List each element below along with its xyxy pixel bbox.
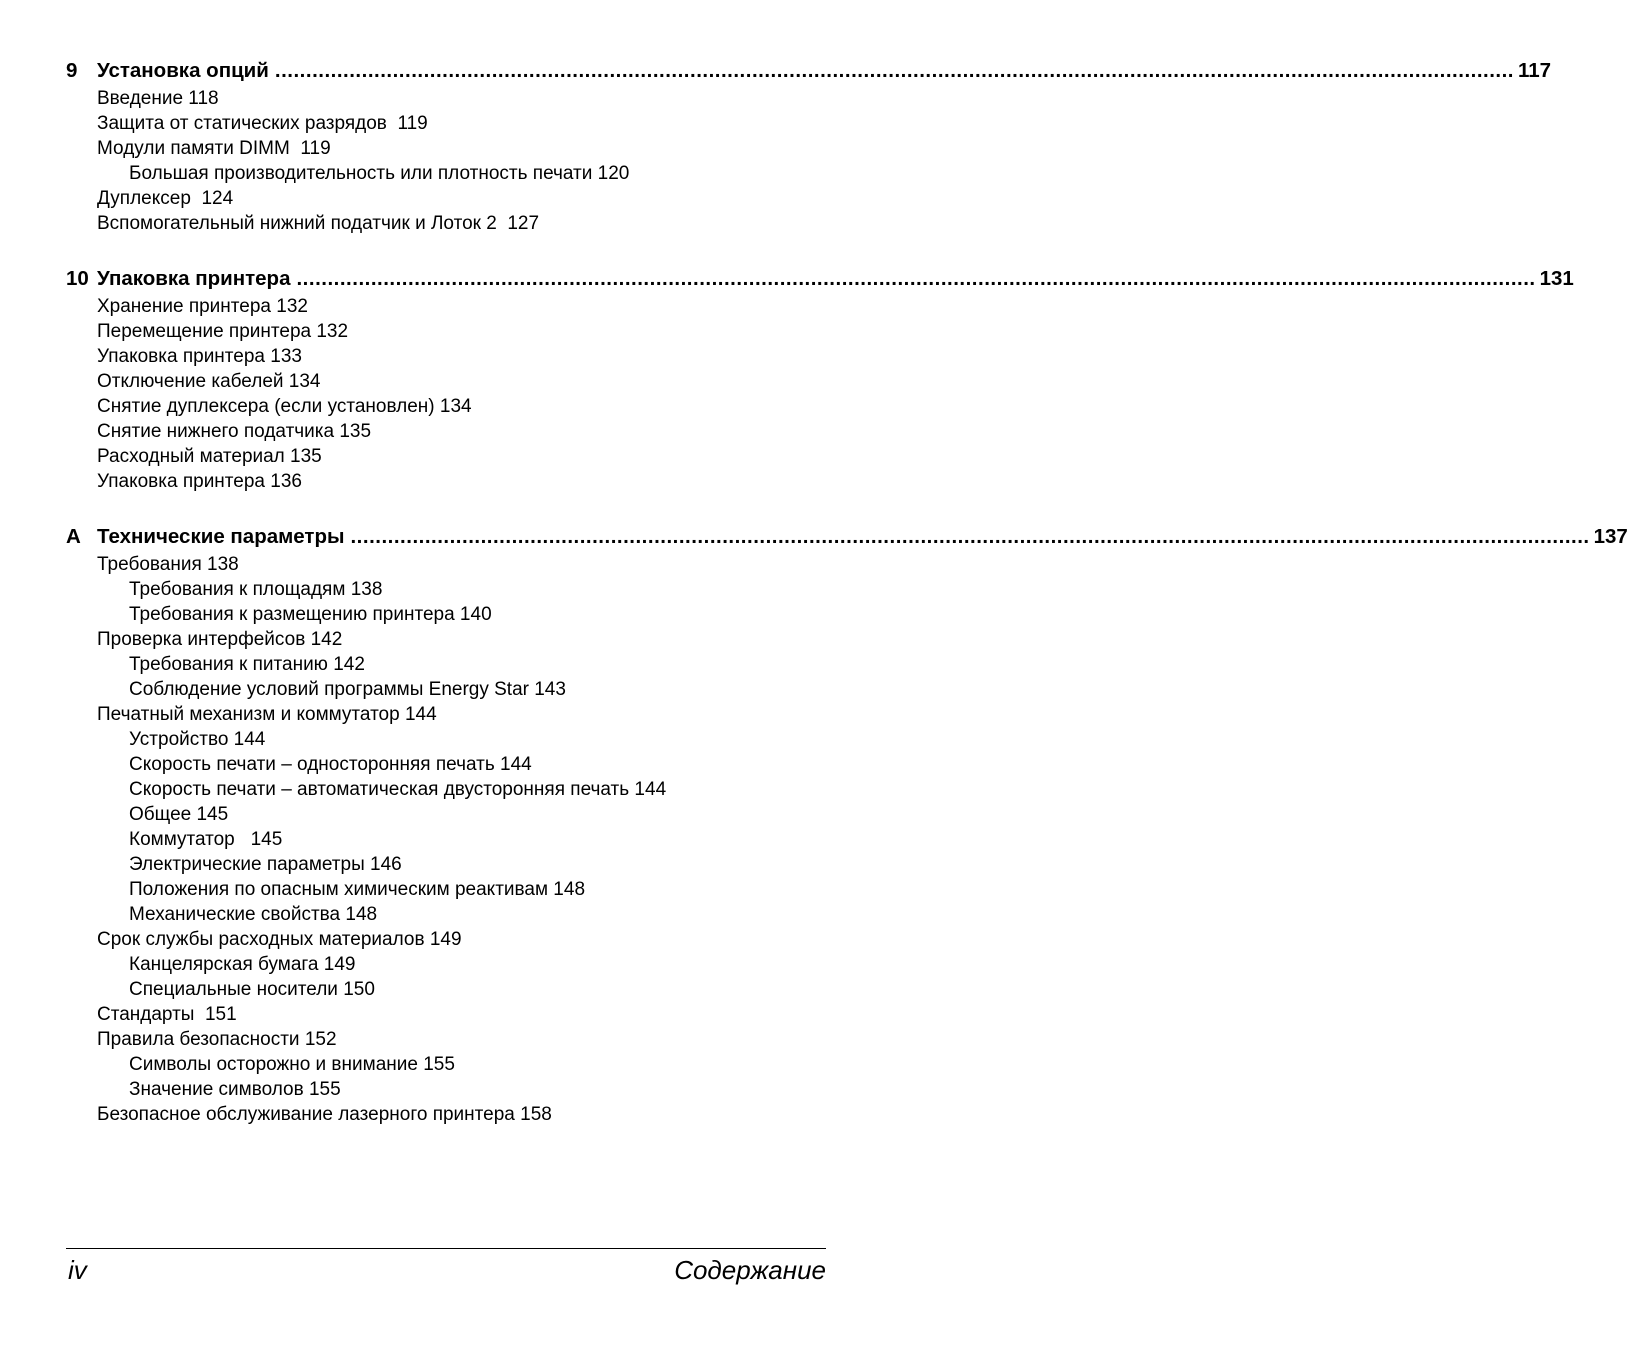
toc-subentry[interactable]: Соблюдение условий программы Energy Star 143 <box>129 679 566 700</box>
toc-subentry[interactable]: Электрические параметры 146 <box>129 854 402 875</box>
chapter-number: 10 <box>66 267 89 290</box>
chapter-number: 9 <box>66 59 78 82</box>
toc-entry[interactable]: Стандарты 151 <box>97 1004 237 1025</box>
toc-subentry[interactable]: Скорость печати – односторонняя печать 144 <box>129 754 532 775</box>
toc-entry[interactable]: Дуплексер 124 <box>97 188 234 209</box>
toc-entry[interactable]: Защита от статических разрядов 119 <box>97 113 428 134</box>
toc-entry[interactable]: Проверка интерфейсов 142 <box>97 629 343 650</box>
toc-entry[interactable]: Перемещение принтера 132 <box>97 321 349 342</box>
toc-entry-list <box>66 552 826 1127</box>
dot-leader: ........................................................................................................................................................................................................ <box>296 267 1536 290</box>
toc-entry[interactable]: Отключение кабелей 134 <box>97 371 321 392</box>
toc-subentry[interactable]: Общее 145 <box>129 804 229 825</box>
dot-leader: ........................................................................................................................................................................................................ <box>274 59 1515 82</box>
toc-entry-list <box>66 294 826 494</box>
toc-subentry[interactable]: Канцелярская бумага 149 <box>129 954 356 975</box>
chapter-page-number: 131 <box>1539 267 1574 290</box>
toc-chapter-heading[interactable] <box>66 522 1628 552</box>
footer-rule <box>66 1248 826 1249</box>
toc-entry[interactable]: Упаковка принтера 133 <box>97 346 302 367</box>
toc-chapter-heading[interactable] <box>66 56 1552 86</box>
chapter-page-number: 137 <box>1593 525 1628 548</box>
toc-entry[interactable]: Хранение принтера 132 <box>97 296 308 317</box>
toc-subentry[interactable]: Требования к питанию 142 <box>129 654 365 675</box>
toc-subentry[interactable]: Скорость печати – автоматическая двусторонняя печать 144 <box>129 779 667 800</box>
toc-entry[interactable]: Правила безопасности 152 <box>97 1029 337 1050</box>
footer-section-title: Содержание <box>674 1255 826 1285</box>
table-of-contents <box>66 56 1628 1155</box>
chapter-title: Технические параметры <box>97 525 345 548</box>
toc-subentry[interactable]: Коммутатор 145 <box>129 829 283 850</box>
chapter-title: Установка опций <box>97 59 269 82</box>
footer-page-number: iv <box>68 1255 87 1285</box>
toc-chapter <box>66 56 1552 236</box>
toc-subentry[interactable]: Большая производительность или плотность печати 120 <box>129 163 630 184</box>
toc-chapter <box>66 522 1628 1127</box>
chapter-page-number: 117 <box>1518 59 1552 82</box>
toc-subentry[interactable]: Значение символов 155 <box>129 1079 341 1100</box>
toc-subentry[interactable]: Механические свойства 148 <box>129 904 378 925</box>
toc-entry[interactable]: Упаковка принтера 136 <box>97 471 302 492</box>
toc-entry[interactable]: Расходный материал 135 <box>97 446 322 467</box>
toc-entry[interactable]: Срок службы расходных материалов 149 <box>97 929 462 950</box>
toc-subentry[interactable]: Положения по опасным химическим реактивам 148 <box>129 879 586 900</box>
toc-subentry[interactable]: Специальные носители 150 <box>129 979 375 1000</box>
toc-entry[interactable]: Вспомогательный нижний податчик и Лоток 2 127 <box>97 213 540 234</box>
toc-entry[interactable]: Снятие нижнего податчика 135 <box>97 421 372 442</box>
toc-entry[interactable]: Снятие дуплексера (если установлен) 134 <box>97 396 472 417</box>
toc-subentry[interactable]: Требования к площадям 138 <box>129 579 383 600</box>
toc-entry[interactable]: Безопасное обслуживание лазерного принтера 158 <box>97 1104 552 1125</box>
toc-subentry[interactable]: Символы осторожно и внимание 155 <box>129 1054 455 1075</box>
toc-subentry[interactable]: Устройство 144 <box>129 729 266 750</box>
toc-entry[interactable]: Печатный механизм и коммутатор 144 <box>97 704 437 725</box>
toc-entry[interactable]: Требования 138 <box>97 554 239 575</box>
toc-subentry[interactable]: Требования к размещению принтера 140 <box>129 604 492 625</box>
toc-chapter-heading[interactable] <box>66 264 1574 294</box>
dot-leader: ........................................................................................................................................................................................................ <box>350 525 1590 548</box>
chapter-number: A <box>66 525 81 548</box>
toc-entry[interactable]: Модули памяти DIMM 119 <box>97 138 331 159</box>
toc-entry-list <box>66 86 826 236</box>
toc-entry[interactable]: Введение 118 <box>97 88 219 109</box>
chapter-title: Упаковка принтера <box>97 267 291 290</box>
toc-chapter <box>66 264 1574 494</box>
